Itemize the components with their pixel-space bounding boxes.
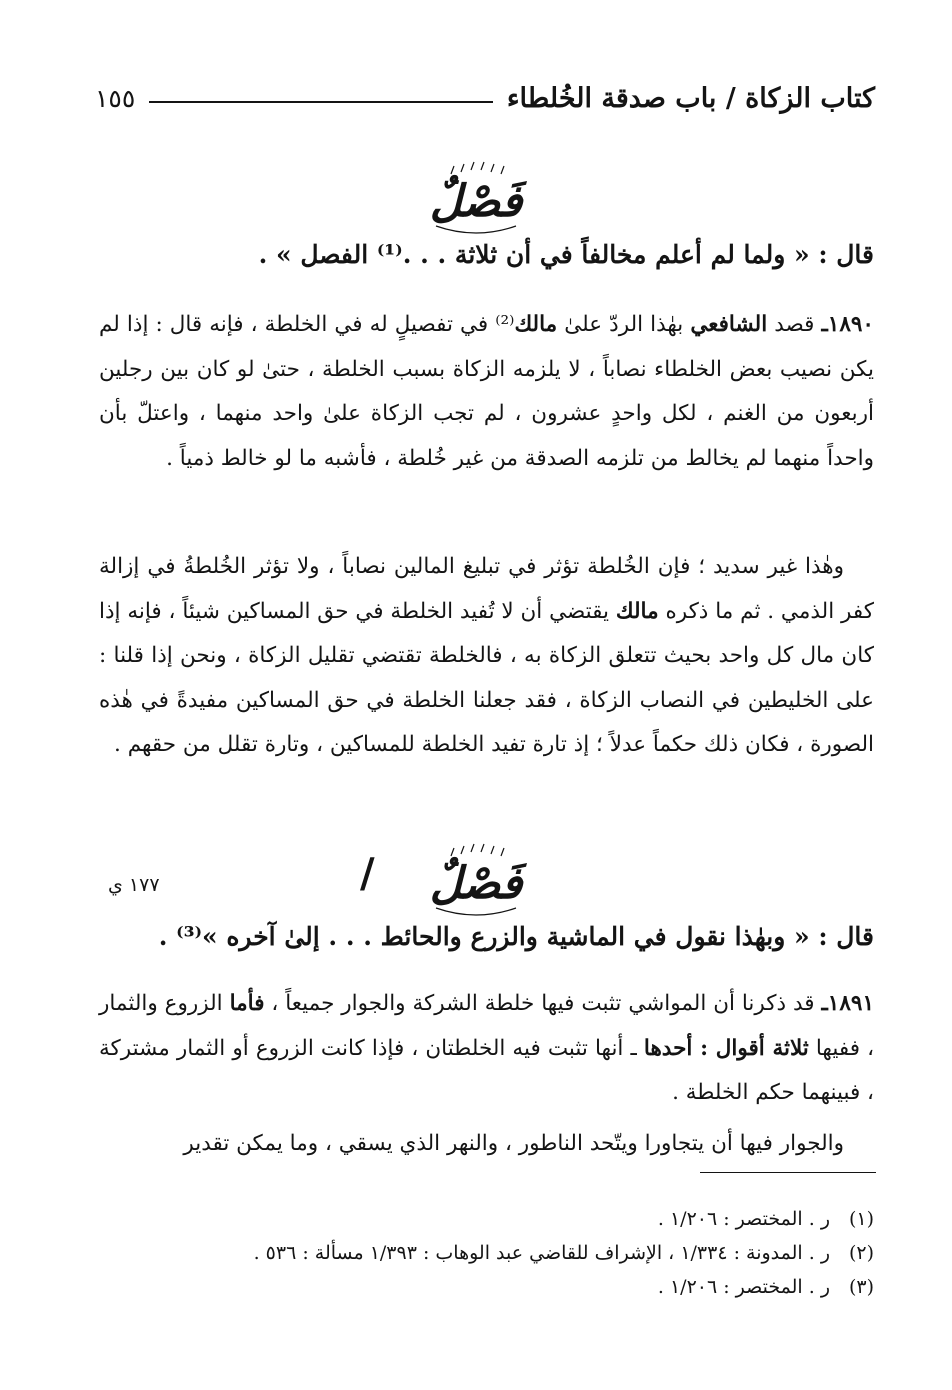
text-run: وهٰذا غير سديد ؛ فإن الخُلطة تؤثر في تبليغ المالين نصاباً ، ولا تؤثر الخُلطةُ في إزالة كفر الذمي . ثم ما ذكره	[99, 554, 874, 624]
footnote-text: ر . المدونة : ١/٣٣٤ ، الإشراف للقاضي عبد الوهاب : ١/٣٩٣ مسألة : ٥٣٦ .	[253, 1242, 830, 1264]
footnote-number: (١)	[848, 1208, 874, 1230]
bold-term: ثلاثة أقوال : أحدها	[643, 1035, 809, 1061]
author-name: مالك	[514, 312, 558, 337]
manuscript-slash: /	[360, 850, 375, 897]
paragraph	[99, 982, 874, 1116]
text-run: بهٰذا الردّ علىٰ	[557, 312, 691, 337]
footnote	[94, 1242, 874, 1264]
text-run: ـ أنها تثبت فيه الخلطتان ، فإذا كانت الزروع أو الثمار مشتركة ، فبينهما حكم الخلطة .	[99, 1035, 874, 1105]
ornament-flourish-icon	[376, 842, 576, 924]
footnote	[94, 1276, 874, 1298]
page-number: ١٥٥	[95, 83, 136, 113]
ornament-word: فَصْلٌ	[429, 175, 523, 227]
paragraph-number: ١٨٩٠ـ	[821, 312, 874, 337]
footnote-text: ر . المختصر : ١/٢٠٦ .	[657, 1276, 830, 1298]
text-run: قد ذكرنا أن المواشي تثبت فيها خلطة الشركة والجوار جميعاً ،	[264, 991, 822, 1016]
ornament-flourish-icon	[376, 160, 576, 242]
text-run: الزروع والثمار ، ففيها	[99, 991, 875, 1061]
text-run: ⁽²⁾ في تفصيلٍ له في الخلطة ، فإنه قال : إذا لم يكن نصيب بعض الخلطاء نصاباً ، لا يلزمه الزكاة بسبب الخلطة ، حتىٰ لو كان بين رجلين أربعون من الغنم ، لكل واحدٍ عشرون ، لم تجب الزكاة علىٰ واحد منهما ، واعتلّ بأن واحداً منهما لم يخالط من تلزمه الصدقة من غير خُلطة ، فأشبه ما لو خالط ذمياً .	[99, 312, 874, 471]
paragraph-number: ١٨٩١ـ	[821, 991, 874, 1016]
section-quote: قال : « وبهٰذا نقول في الماشية والزرع والحائط . . . إلىٰ آخره »⁽³⁾ .	[158, 922, 874, 951]
section-ornament	[376, 160, 576, 242]
paragraph	[99, 545, 874, 768]
footnote-number: (٣)	[848, 1276, 874, 1298]
bold-term: فأما	[229, 991, 265, 1016]
paragraph	[99, 1122, 874, 1167]
author-name: مالك	[615, 598, 659, 624]
footnote	[94, 1208, 874, 1230]
author-name: الشافعي	[690, 312, 768, 337]
running-header	[95, 72, 875, 124]
chapter-title: كتاب الزكاة / باب صدقة الخُلطاء	[506, 82, 875, 114]
section-ornament	[360, 842, 576, 924]
text-run: قصد	[767, 312, 822, 337]
header-rule	[149, 101, 493, 103]
footnote-text: ر . المختصر : ١/٢٠٦ .	[657, 1208, 830, 1230]
paragraph	[99, 303, 874, 481]
section-quote: قال : « ولما لم أعلم مخالفاً في أن ثلاثة . . .⁽¹⁾ الفصل » .	[258, 240, 874, 269]
footnote-rule	[700, 1172, 876, 1173]
text-run: يقتضي أن لا تُفيد الخلطة في حق المساكين شيئاً ، فإنه إذا كان مال كل واحد بحيث تتعلق الزكاة به ، فالخلطة تقتضي تقليل الزكاة ، ونحن إذا قلنا : على الخليطين في النصاب الزكاة ، فقد جعلنا الخلطة في حق المساكين مفيدةً في هٰذه الصورة ، فكان ذلك حكماً عدلاً ؛ إذ تارة تفيد الخلطة للمساكين ، وتارة تقلل من حقهم .	[99, 598, 874, 757]
margin-note: ١٧٧ ي	[108, 874, 160, 896]
text-run: والجوار فيها أن يتجاورا ويتّحد الناطور ، والنهر الذي يسقي ، وما يمكن تقدير	[183, 1131, 844, 1156]
ornament-word: فَصْلٌ	[429, 857, 523, 909]
footnote-number: (٢)	[848, 1242, 874, 1264]
